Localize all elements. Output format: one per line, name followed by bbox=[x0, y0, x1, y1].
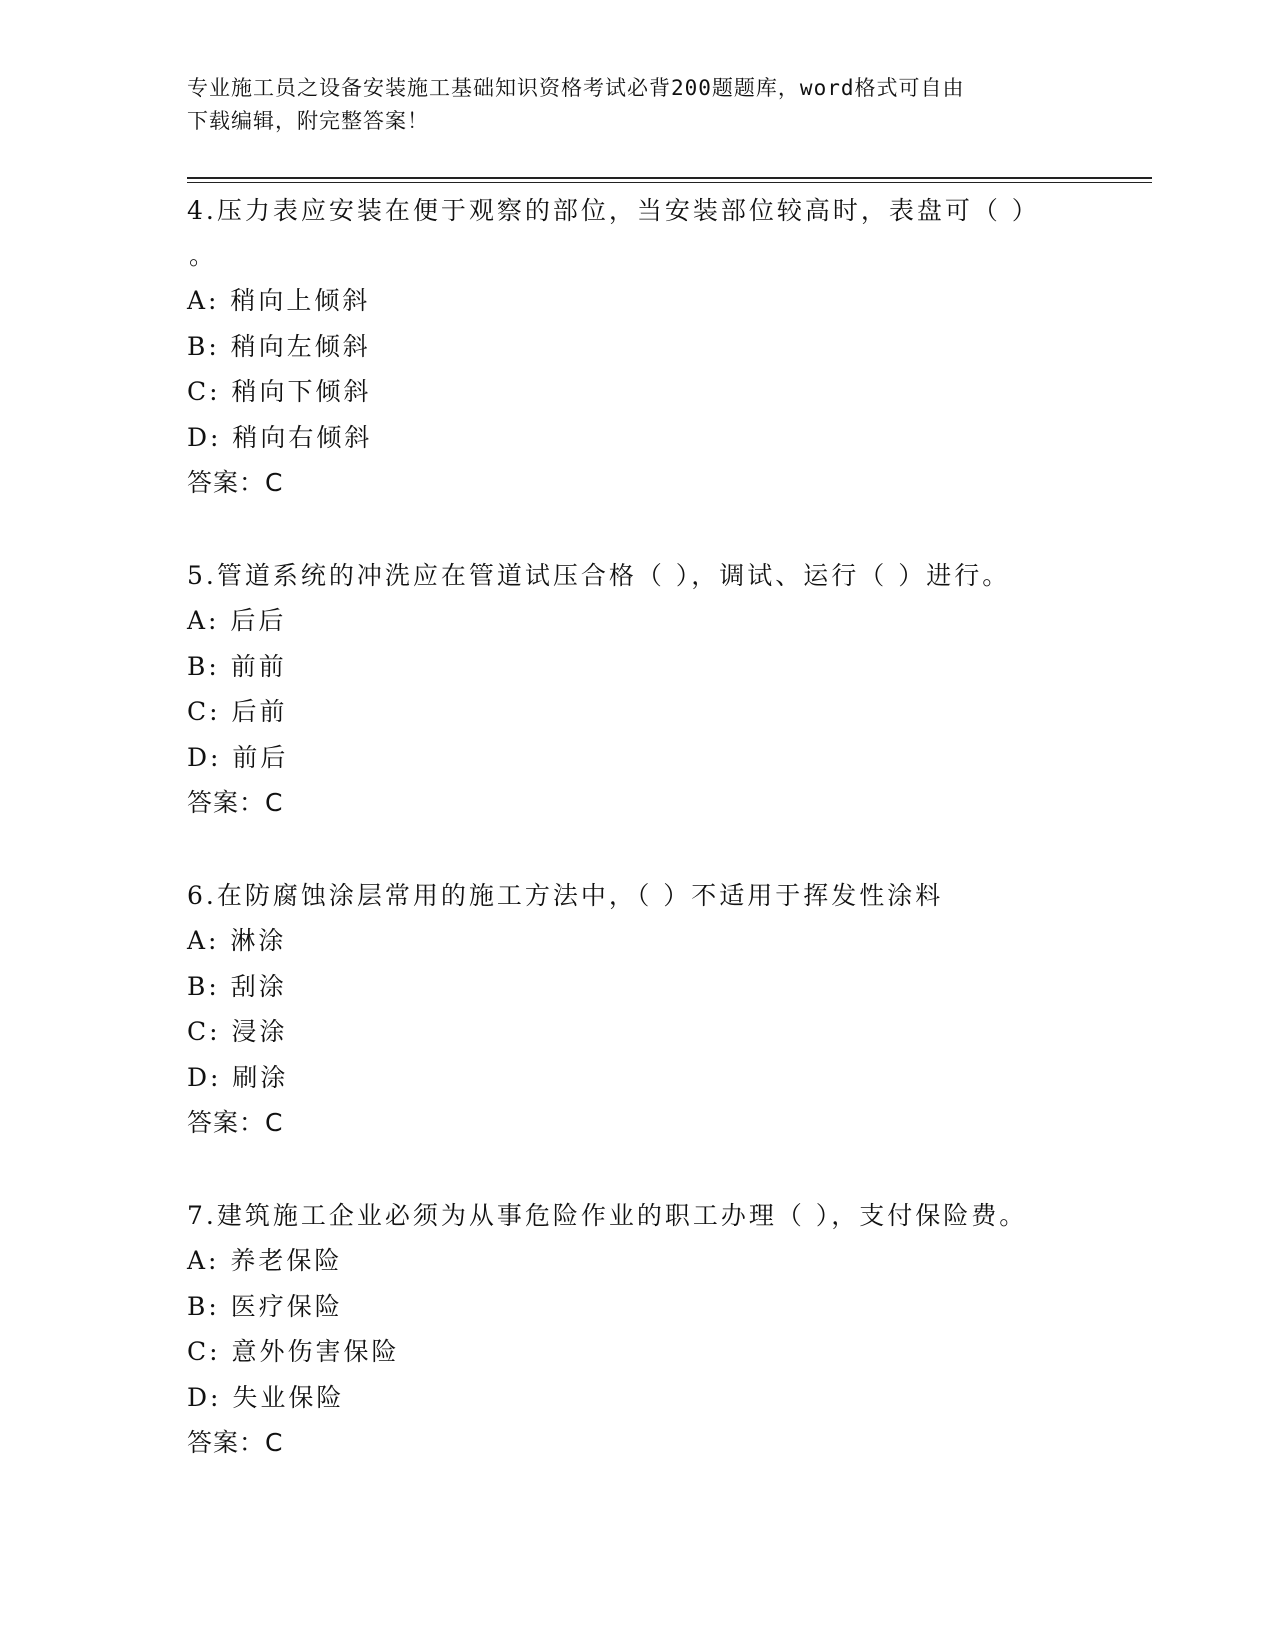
header-line-2: 下载编辑，附完整答案！ bbox=[187, 109, 429, 133]
answer-line: 答案：C bbox=[187, 1108, 284, 1137]
option-b: B: 医疗保险 bbox=[187, 1291, 343, 1321]
option-a: A: 稍向上倾斜 bbox=[187, 286, 371, 315]
question-stem: 5.管道系统的冲洗应在管道试压合格（ ），调试、运行（ ）进行。 bbox=[187, 561, 1011, 590]
option-b: B: 稍向左倾斜 bbox=[187, 331, 371, 361]
question-block bbox=[187, 553, 1087, 825]
option-a: A: 淋涂 bbox=[187, 926, 287, 955]
header-divider-thick bbox=[187, 177, 1152, 179]
question-stem: 6.在防腐蚀涂层常用的施工方法中，（ ）不适用于挥发性涂料 bbox=[187, 881, 944, 910]
question-block bbox=[187, 873, 1087, 1145]
question-stem: 4.压力表应安装在便于观察的部位，当安装部位较高时，表盘可（ ） bbox=[187, 196, 1040, 225]
answer-line: 答案：C bbox=[187, 1428, 284, 1457]
option-c: C: 意外伤害保险 bbox=[187, 1337, 400, 1366]
question-stem: 7.建筑施工企业必须为从事危险作业的职工办理（ ），支付保险费。 bbox=[187, 1201, 1028, 1230]
option-a: A: 后后 bbox=[187, 606, 287, 635]
question-block bbox=[187, 1193, 1087, 1465]
document-header bbox=[187, 72, 1077, 138]
question-stem-continuation: 。 bbox=[189, 241, 215, 270]
option-d: D: 失业保险 bbox=[187, 1382, 345, 1412]
answer-line: 答案：C bbox=[187, 788, 284, 817]
question-block bbox=[187, 188, 1087, 505]
option-d: D: 刷涂 bbox=[187, 1062, 289, 1092]
option-c: C: 后前 bbox=[187, 697, 288, 726]
option-a: A: 养老保险 bbox=[187, 1246, 343, 1275]
option-d: D: 前后 bbox=[187, 742, 289, 772]
header-line-1: 专业施工员之设备安装施工基础知识资格考试必背200题题库，word格式可自由 bbox=[187, 76, 965, 100]
option-c: C: 浸涂 bbox=[187, 1017, 288, 1046]
option-c: C: 稍向下倾斜 bbox=[187, 377, 372, 406]
header-divider-thin bbox=[187, 182, 1152, 183]
option-b: B: 前前 bbox=[187, 651, 287, 681]
option-b: B: 刮涂 bbox=[187, 971, 287, 1001]
answer-line: 答案：C bbox=[187, 468, 284, 497]
option-d: D: 稍向右倾斜 bbox=[187, 422, 373, 452]
